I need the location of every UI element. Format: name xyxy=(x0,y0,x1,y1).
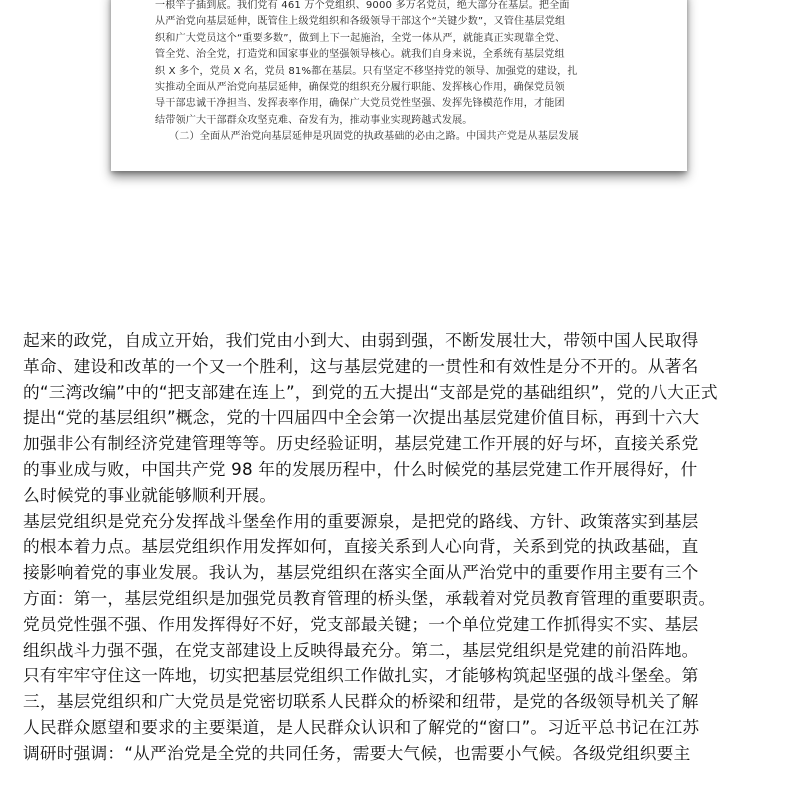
text-line: 三，基层党组织和广大党员是党密切联系人民群众的桥梁和纽带，是党的各级领导机关了解 xyxy=(23,691,699,712)
text-line: 织 X 多个，党员 X 名，党员 81%都在基层。只有坚定不移坚持党的领导、加强党的建设，扎 xyxy=(155,65,578,77)
text-line: （二）全面从严治党向基层延伸是巩固党的执政基础的必由之路。中国共产党是从基层发展 xyxy=(169,131,579,143)
text-line: 从严治党向基层延伸，既管住上级党组织和各级领导干部这个“关键少数”，又管住基层党组 xyxy=(155,16,566,28)
text-line: 基层党组织是党充分发挥战斗堡垒作用的重要源泉，是把党的路线、方针、政策落实到基层 xyxy=(23,510,699,531)
text-line: 方面：第一，基层党组织是加强党员教育管理的桥头堡，承载着对党员教育管理的重要职责。 xyxy=(23,587,716,608)
text-line: 接影响着党的事业发展。我认为，基层党组织在落实全面从严治党中的重要作用主要有三个 xyxy=(23,562,699,583)
text-line: 实推动全面从严治党向基层延伸，确保党的组织充分履行职能、发挥核心作用，确保党员领 xyxy=(155,82,565,94)
text-line: 革命、建设和改革的一个又一个胜利，这与基层党建的一贯性和有效性是分不开的。从著名 xyxy=(23,355,699,376)
text-line: 一根竿子插到底。我们党有 461 万个党组织、9000 多万名党员，绝大部分在基层。把全面 xyxy=(155,0,570,11)
text-line: 党员党性强不强、作用发挥得好不好，党支部最关键；一个单位党建工作抓得实不实、基层 xyxy=(23,613,699,634)
text-line: 加强非公有制经济党建管理等等。历史经验证明，基层党建工作开展的好与坏，直接关系党 xyxy=(23,433,699,454)
text-line: 管全党、治全党，打造党和国家事业的坚强领导核心。就我们自身来说，全系统有基层党组 xyxy=(155,49,565,61)
text-line: 结带领广大干部群众攻坚克难、奋发有为，推动事业实现跨越式发展。 xyxy=(155,114,473,126)
text-line: 起来的政党，自成立开始，我们党由小到大、由弱到强，不断发展壮大，带领中国人民取得 xyxy=(23,330,699,350)
text-line: 提出“党的基层组织”概念，党的十四届四中全会第一次提出基层党建价值目标，再到十六大 xyxy=(23,407,700,428)
text-line: 只有牢牢守住这一阵地，切实把基层党组织工作做扎实，才能够构筑起坚强的战斗堡垒。第 xyxy=(23,665,699,686)
text-line: 导干部忠诚干净担当、发挥表率作用，确保广大党员党性坚强、发挥先锋模范作用，才能团 xyxy=(155,98,565,110)
document-page-image xyxy=(111,0,687,171)
main-body-text xyxy=(23,328,783,767)
text-line: 的事业成与败，中国共产党 98 年的发展历程中，什么时候党的基层党建工作开展得好，什 xyxy=(23,458,698,479)
text-line: 的“三湾改编”中的“把支部建在连上”，到党的五大提出“支部是党的基础组织”，党的八大正式 xyxy=(23,381,718,402)
text-line: 织和广大党员这个“重要多数”，做到上下一起施治，全党一体从严，就能真正实现靠全党、 xyxy=(155,32,566,44)
text-line: 调研时强调：“从严治党是全党的共同任务，需要大气候，也需要小气候。各级党组织要主 xyxy=(23,742,691,763)
document-page-text xyxy=(155,0,667,146)
text-line: 组织战斗力强不强，在党支部建设上反映得最充分。第二，基层党组织是党建的前沿阵地。 xyxy=(23,639,699,660)
text-line: 的根本着力点。基层党组织作用发挥如何，直接关系到人心向背，关系到党的执政基础，直 xyxy=(23,536,699,557)
text-line: 么时候党的事业就能够顺利开展。 xyxy=(23,484,277,505)
text-line: 人民群众愿望和要求的主要渠道，是人民群众认识和了解党的“窗口”。习近平总书记在江苏 xyxy=(23,716,700,737)
